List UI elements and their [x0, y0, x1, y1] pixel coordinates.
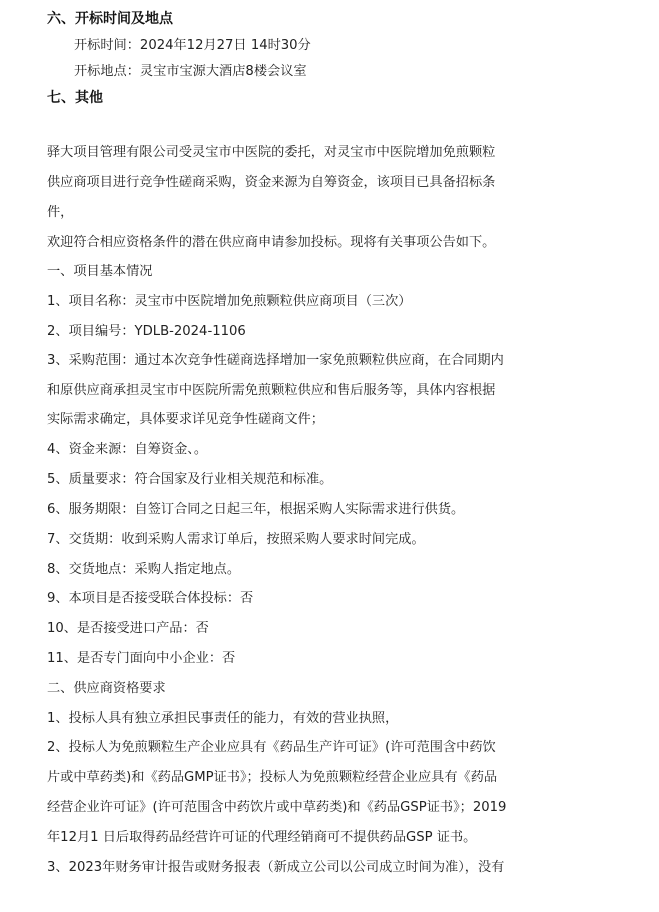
body-line: 年12月1 日后取得药品经营许可证的代理经销商可不提供药品GSP 证书。 — [47, 830, 477, 845]
body-line: 11、是否专门面向中小企业：否 — [47, 651, 236, 666]
body-line: 5、质量要求：符合国家及行业相关规范和标准。 — [47, 472, 333, 487]
body-line: 3、2023年财务审计报告或财务报表（新成立公司以公司成立时间为准），没有 — [47, 860, 505, 875]
body-line: 9、本项目是否接受联合体投标：否 — [47, 591, 254, 606]
body-line: 6、服务期限：自签订合同之日起三年，根据采购人实际需求进行供货。 — [47, 502, 465, 517]
body-line: 和原供应商承担灵宝市中医院所需免煎颗粒供应和售后服务等，具体内容根据 — [47, 383, 496, 398]
body-line: 二、供应商资格要求 — [47, 681, 166, 696]
body-line: 实际需求确定，具体要求详见竞争性磋商文件； — [47, 412, 324, 427]
body-line: 驿大项目管理有限公司受灵宝市中医院的委托，对灵宝市中医院增加免煎颗粒 — [47, 145, 496, 160]
body-line: 4、资金来源：自筹资金、。 — [47, 442, 208, 457]
body-line: 一、项目基本情况 — [47, 264, 153, 279]
body-line: 1、项目名称：灵宝市中医院增加免煎颗粒供应商项目（三次） — [47, 294, 412, 309]
body-line: 3、采购范围：通过本次竞争性磋商选择增加一家免煎颗粒供应商，在合同期内 — [47, 353, 504, 368]
body-line: 7、交货期：收到采购人需求订单后，按照采购人要求时间完成。 — [47, 532, 425, 547]
body-line: 8、交货地点：采购人指定地点。 — [47, 562, 241, 577]
body-line: 件， — [47, 205, 74, 220]
body-line: 2、项目编号：YDLB-2024-1106 — [47, 324, 246, 339]
bid-opening-time: 开标时间：2024年12月27日 14时30分 — [74, 38, 311, 53]
body-line: 2、投标人为免煎颗粒生产企业应具有《药品生产许可证》(许可范围含中药饮 — [47, 740, 496, 755]
body-line: 1、投标人具有独立承担民事责任的能力，有效的营业执照， — [47, 711, 399, 726]
section6-heading: 六、开标时间及地点 — [47, 11, 173, 27]
body-line: 片或中草药类)和《药品GMP证书》；投标人为免煎颗粒经营企业应具有《药品 — [47, 770, 498, 785]
body-line: 经营企业许可证》(许可范围含中药饮片或中草药类)和《药品GSP证书》；2019 — [47, 800, 507, 815]
body-line: 供应商项目进行竞争性磋商采购，资金来源为自筹资金，该项目已具备招标条 — [47, 175, 496, 190]
section7-heading: 七、其他 — [47, 90, 103, 106]
body-line: 欢迎符合相应资格条件的潜在供应商申请参加投标。现将有关事项公告如下。 — [47, 235, 496, 250]
body-line: 10、是否接受进口产品：否 — [47, 621, 209, 636]
bid-opening-place: 开标地点：灵宝市宝源大酒店8楼会议室 — [74, 64, 307, 79]
